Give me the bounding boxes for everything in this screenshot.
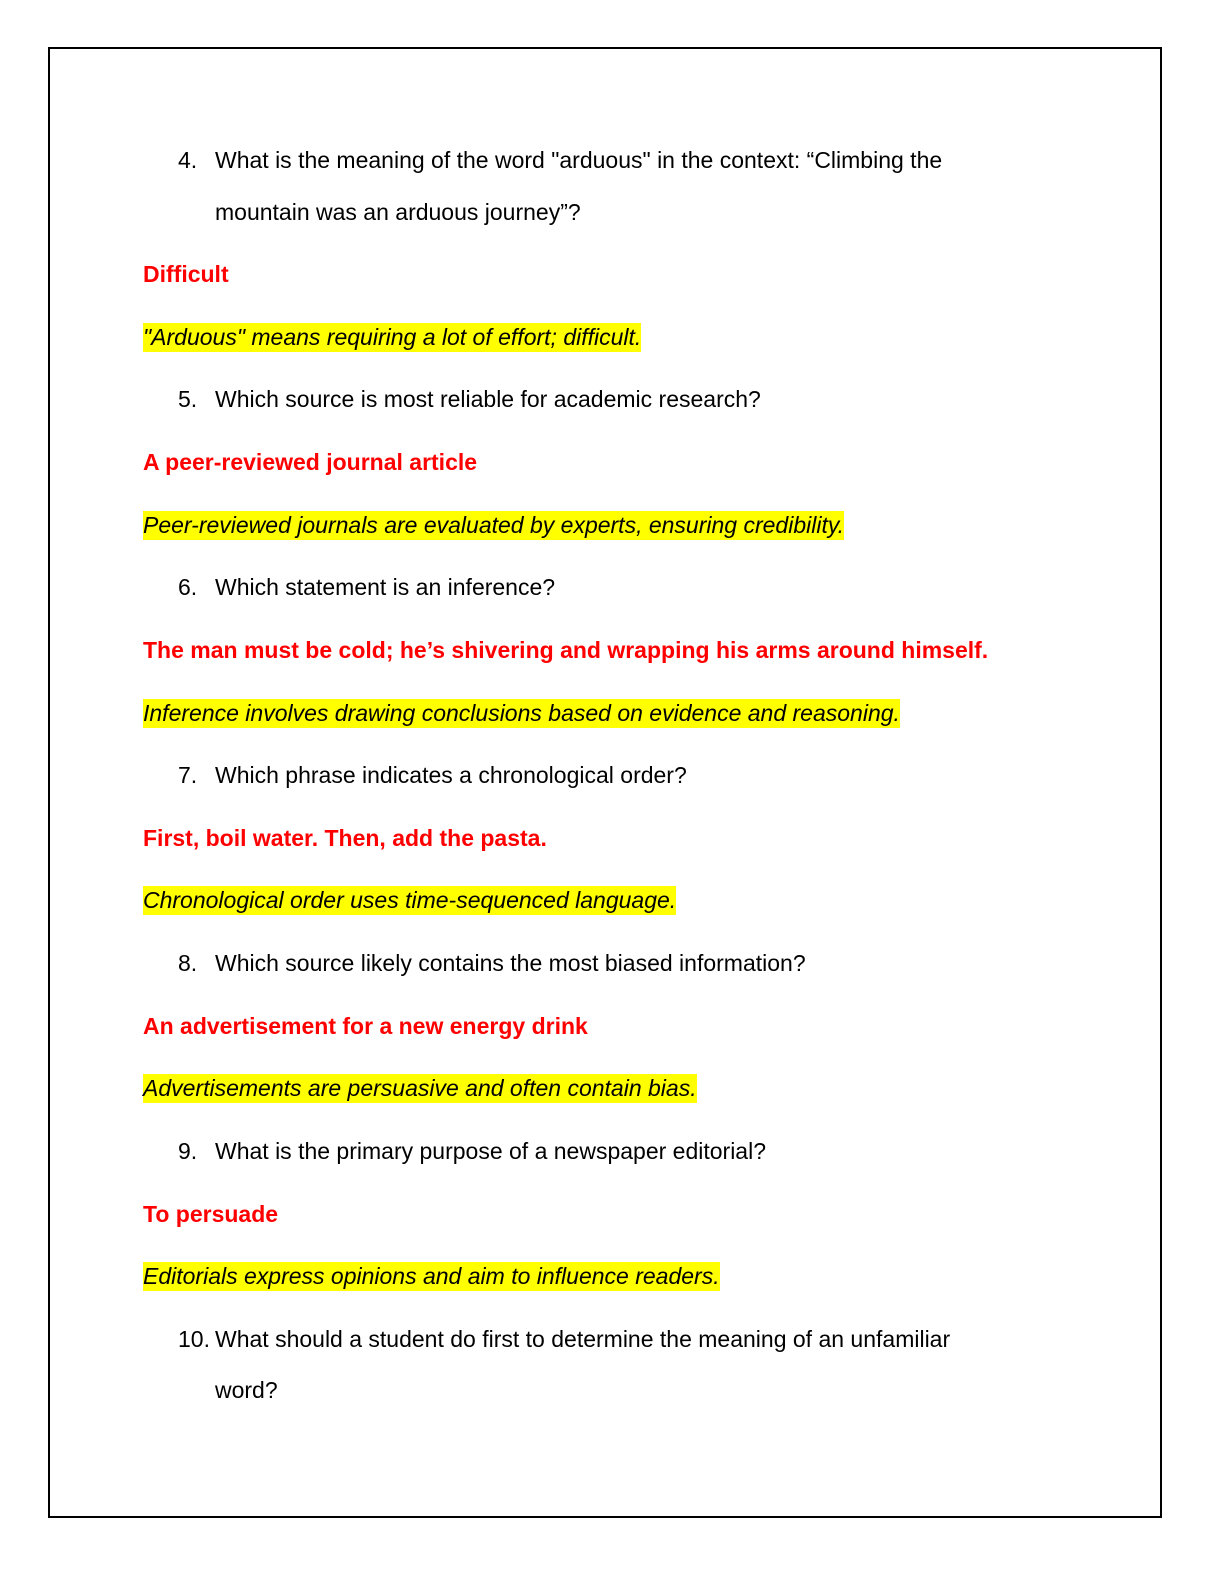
question-text: Which source is most reliable for academic research? [215, 386, 761, 412]
explanation-9 [143, 1261, 720, 1291]
answer-5: A peer-reviewed journal article [143, 449, 478, 475]
answer-6: The man must be cold; he’s shivering and wrapping his arms around himself. [143, 637, 989, 663]
answer-7: First, boil water. Then, add the pasta. [143, 825, 547, 851]
highlighted-explanation: Peer-reviewed journals are evaluated by experts, ensuring credibility. [143, 512, 845, 538]
question-number: 10. [178, 1326, 210, 1352]
explanation-8 [143, 1073, 697, 1103]
question-number: 7. [178, 762, 198, 788]
explanation-7 [143, 885, 676, 915]
highlighted-explanation: "Arduous" means requiring a lot of effort; difficult. [143, 324, 642, 350]
explanation-6 [143, 698, 900, 728]
highlighted-explanation: Advertisements are persuasive and often contain bias. [143, 1075, 697, 1101]
question-text: Which source likely contains the most biased information? [215, 950, 806, 976]
question-number: 4. [178, 147, 198, 173]
question-text: Which phrase indicates a chronological order? [215, 762, 687, 788]
question-text: What should a student do first to determine the meaning of an unfamiliar [215, 1326, 951, 1352]
question-text: What is the primary purpose of a newspaper editorial? [215, 1138, 767, 1164]
question-number: 9. [178, 1138, 198, 1164]
question-text: word? [215, 1377, 278, 1403]
explanation-5 [143, 510, 844, 540]
question-number: 5. [178, 386, 198, 412]
question-number: 6. [178, 574, 198, 600]
highlighted-explanation: Inference involves drawing conclusions based on evidence and reasoning. [143, 700, 900, 726]
answer-9: To persuade [143, 1201, 279, 1227]
question-number: 8. [178, 950, 198, 976]
answer-4: Difficult [143, 261, 229, 287]
explanation-4 [143, 322, 641, 352]
answer-8: An advertisement for a new energy drink [143, 1013, 588, 1039]
highlighted-explanation: Chronological order uses time-sequenced language. [143, 887, 677, 913]
highlighted-explanation: Editorials express opinions and aim to influence readers. [143, 1263, 720, 1289]
question-text: Which statement is an inference? [215, 574, 556, 600]
question-text: What is the meaning of the word "arduous" in the context: “Climbing the [215, 147, 943, 173]
question-text: mountain was an arduous journey”? [215, 199, 581, 225]
